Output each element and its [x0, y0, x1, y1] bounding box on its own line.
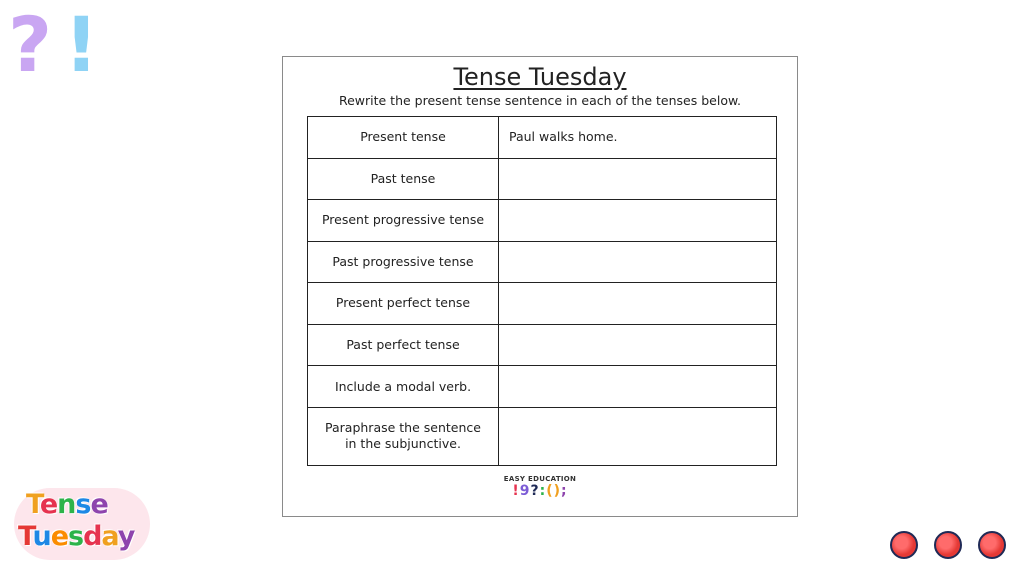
table-row	[308, 407, 777, 465]
answer-cell[interactable]	[499, 366, 777, 408]
nav-dot-2[interactable]	[934, 531, 962, 559]
brand-glyph: ()	[546, 483, 562, 499]
table-row	[308, 283, 777, 325]
row-label: Past perfect tense	[308, 324, 499, 366]
brand-glyph: ;	[561, 483, 568, 499]
answer-cell[interactable]	[499, 158, 777, 200]
brand-glyph: !	[512, 483, 520, 499]
brand-glyph: 9	[519, 483, 531, 499]
nav-dot-3[interactable]	[978, 531, 1006, 559]
logo-line-2: Tuesday	[18, 521, 135, 552]
tense-tuesday-logo	[12, 484, 152, 564]
brand-name: EASY EDUCATION	[503, 475, 577, 483]
answer-cell[interactable]: Paul walks home.	[499, 117, 777, 159]
worksheet-title: Tense Tuesday	[453, 63, 627, 91]
row-label: Past tense	[308, 158, 499, 200]
exclamation-mark-icon: !	[64, 0, 99, 89]
answer-cell[interactable]	[499, 324, 777, 366]
answer-cell[interactable]	[499, 283, 777, 325]
question-mark-icon: ?	[8, 0, 53, 89]
brand-glyph: :	[539, 483, 547, 499]
brand-glyph: ?	[530, 483, 540, 499]
brand-punctuation-icon	[283, 483, 797, 499]
row-label: Past progressive tense	[308, 241, 499, 283]
row-label: Paraphrase the sentence in the subjunctive.	[308, 407, 499, 465]
worksheet-instruction: Rewrite the present tense sentence in each of the tenses below.	[338, 93, 742, 108]
easy-education-logo	[283, 475, 797, 499]
row-label: Present tense	[308, 117, 499, 159]
tense-table	[307, 116, 777, 466]
logo-line-1: Tense	[26, 489, 108, 520]
table-row	[308, 200, 777, 242]
table-row	[308, 241, 777, 283]
answer-cell[interactable]	[499, 200, 777, 242]
table-row	[308, 324, 777, 366]
table-row	[308, 366, 777, 408]
table-row	[308, 158, 777, 200]
nav-dot-1[interactable]	[890, 531, 918, 559]
row-label: Present perfect tense	[308, 283, 499, 325]
row-label: Present progressive tense	[308, 200, 499, 242]
answer-cell[interactable]	[499, 407, 777, 465]
row-label: Include a modal verb.	[308, 366, 499, 408]
answer-cell[interactable]	[499, 241, 777, 283]
table-row	[308, 117, 777, 159]
worksheet	[282, 56, 798, 517]
